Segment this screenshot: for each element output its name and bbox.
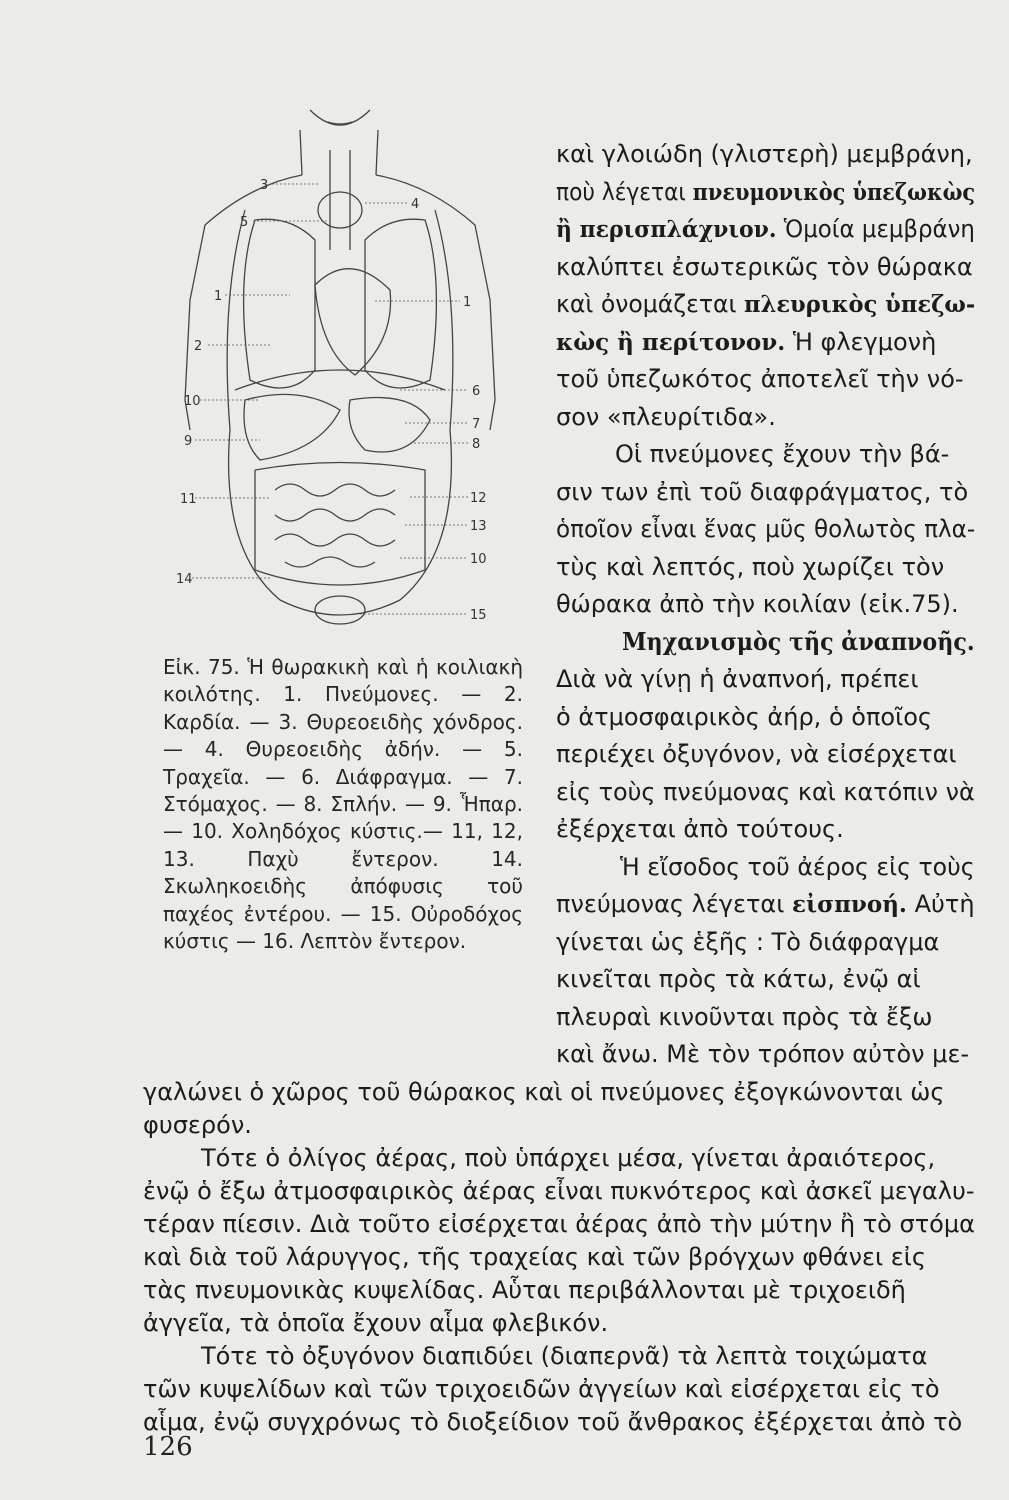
section-heading: Μηχανισμὸς τῆς ἀναπνοῆς.	[622, 627, 975, 656]
thoracic-abdominal-cavity-illustration	[150, 100, 505, 645]
text-segment: ποὺ λέγεται	[556, 178, 686, 206]
figure-label: 6	[472, 384, 481, 399]
text-line: καὶ ἄνω. Μὲ τὸν τρόπον αὐτὸν με-	[556, 1040, 970, 1068]
liver	[244, 394, 340, 460]
trachea	[330, 150, 350, 250]
text-line: Τότε τὸ ὀξυγόνον διαπιδύει (διαπερνᾶ) τὰ λεπτὰ τοιχώματα	[201, 1342, 928, 1370]
text-line	[556, 214, 975, 245]
figure-label: 4	[411, 197, 420, 212]
figure-label: 9	[184, 434, 193, 449]
figure-label: 10	[470, 552, 487, 567]
text-line: τῶν κυψελίδων καὶ τῶν τριχοειδῶν ἀγγείων καὶ εἰσέρχεται εἰς τὸ	[143, 1375, 940, 1403]
chin-outline	[310, 110, 370, 125]
bold-term: εἰσπνοή.	[792, 891, 907, 918]
small-intestine-coil-3	[275, 534, 395, 546]
text-line: τὰς πνευμονικὰς κυψελίδας. Αὗται περιβάλλονται μὲ τριχοειδῆ	[143, 1276, 906, 1304]
small-intestine-coil-4	[285, 557, 375, 567]
thyroid-gland	[318, 192, 362, 228]
text-line: φυσερόν.	[143, 1111, 252, 1139]
text-line: ὁποῖον εἶναι ἕνας μῦς θολωτὸς πλα-	[556, 515, 976, 543]
text-line	[556, 327, 936, 358]
page-number: 126	[143, 1432, 193, 1462]
figure-label: 1	[463, 295, 472, 310]
figure-label: 10	[184, 394, 201, 409]
small-intestine-coil-1	[275, 484, 395, 496]
text-line: κινεῖται πρὸς τὰ κάτω, ἐνῷ αἱ	[556, 965, 921, 993]
figure-label: 12	[470, 491, 487, 506]
figure-label: 5	[240, 215, 249, 230]
small-intestine-coil-2	[275, 509, 395, 521]
figure-label: 11	[180, 492, 197, 507]
figure-label: 13	[470, 519, 487, 534]
text-line: Οἱ πνεύμονες ἔχουν τὴν βά-	[615, 440, 950, 468]
large-intestine	[255, 463, 425, 586]
text-line: τέραν πίεσιν. Διὰ τοῦτο εἰσέρχεται ἀέρας ἀπὸ τὴν μύτην ἢ τὸ στόμα	[143, 1210, 975, 1238]
text-line: Διὰ νὰ γίνῃ ἡ ἀναπνοή, πρέπει	[556, 665, 919, 693]
text-segment: καὶ ὀνομάζεται	[556, 290, 737, 318]
figure-label: 14	[176, 572, 193, 587]
figure-label: 15	[470, 608, 487, 623]
figure-label: 8	[472, 437, 481, 452]
figure-label: 2	[194, 339, 203, 354]
text-line: σιν των ἐπὶ τοῦ διαφράγματος, τὸ	[556, 478, 969, 506]
text-line: τὺς καὶ λεπτός, ποὺ χωρίζει τὸν	[556, 553, 945, 581]
text-line: γαλώνει ὁ χῶρος τοῦ θώρακος καὶ οἱ πνεύμονες ἐξογκώνονται ὡς	[143, 1078, 945, 1106]
text-line: καὶ γλοιώδη (γλιστερὴ) μεμβράνη,	[556, 140, 973, 168]
text-segment: Αὐτὴ	[906, 890, 975, 918]
text-segment: Ἡ φλεγμονὴ	[785, 328, 937, 356]
text-segment: Ὁμοία μεμβράνη	[776, 215, 975, 243]
stomach	[349, 398, 430, 453]
body-cavity-outline	[227, 210, 453, 615]
text-line: ἐνῷ ὁ ἔξω ἀτμοσφαιρικὸς ἀέρας εἶναι πυκνότερος καὶ ἀσκεῖ μεγαλυ-	[143, 1177, 975, 1205]
heart	[315, 269, 391, 375]
text-line: Ἡ εἴσοδος τοῦ ἀέρος εἰς τοὺς	[620, 853, 975, 881]
bold-term: πνευμονικὸς ὑπεζωκὼς	[692, 179, 976, 206]
text-line	[556, 889, 975, 920]
text-line	[556, 177, 975, 208]
figure-label: 1	[214, 289, 223, 304]
bold-term: ἢ περισπλάχνιον.	[556, 216, 777, 243]
text-line: καὶ διὰ τοῦ λάρυγγος, τῆς τραχείας καὶ τῶν βρόγχων φθάνει εἰς	[143, 1243, 926, 1271]
text-line: σον «πλευρίτιδα».	[556, 403, 776, 431]
diaphragm	[235, 370, 445, 390]
bold-term: κὼς ἢ περίτονον.	[556, 329, 786, 356]
text-line: ὁ ἀτμοσφαιρικὸς ἀήρ, ὁ ὁποῖος	[556, 703, 932, 731]
text-line: καλύπτει ἐσωτερικῶς τὸν θώρακα	[556, 253, 973, 281]
left-lung	[244, 219, 315, 388]
figure-label: 3	[260, 178, 269, 193]
text-line: τοῦ ὑπεζωκότος ἀποτελεῖ τὴν νό-	[556, 365, 964, 393]
text-line: Τότε ὁ ὀλίγος ἀέρας, ποὺ ὑπάρχει μέσα, γίνεται ἀραιότερος,	[201, 1144, 936, 1172]
text-line	[556, 289, 975, 320]
text-line: περιέχει ὀξυγόνον, νὰ εἰσέρχεται	[556, 740, 957, 768]
text-line: θώρακα ἀπὸ τὴν κοιλίαν (εἰκ.75).	[556, 590, 959, 618]
caption-text: Εἰκ. 75. Ἡ θωρακικὴ καὶ ἡ κοιλιακὴ κοιλότης. 1. Πνεύμονες. — 2. Καρδία. — 3. Θυρεοειδὴς χόνδρος. — 4. Θυρεοειδὴς ἀδήν. — 5. Τραχεῖα. — 6. Διάφραγμα. — 7. Στόμαχος. — 8. Σπλήν. — 9. Ἧπαρ. — 10. Χοληδόχος κύστις.— 11, 12, 13. Παχὺ ἔντερον. 14. Σκωληκοειδὴς ἀπόφυσις τοῦ παχέος ἐντέρου. — 15. Οὐροδόχος κύστις — 16. Λεπτὸν ἔντερον.	[163, 655, 523, 954]
text-line: πλευραὶ κινοῦνται πρὸς τὰ ἔξω	[556, 1003, 933, 1031]
figure-caption	[163, 654, 523, 955]
text-line: εἰς τοὺς πνεύμονας καὶ κατόπιν νὰ	[556, 778, 975, 806]
text-segment: πνεύμονας λέγεται	[556, 890, 785, 918]
text-line: αἷμα, ἐνῷ συγχρόνως τὸ διοξείδιον τοῦ ἄνθρακος ἐξέρχεται ἀπὸ τὸ	[143, 1408, 963, 1436]
neck-outline	[300, 130, 378, 175]
urinary-bladder	[315, 596, 365, 624]
anatomy-figure	[150, 100, 505, 645]
bold-term: πλευρικὸς ὑπεζω-	[743, 291, 976, 318]
text-line: ἐξέρχεται ἀπὸ τούτους.	[556, 815, 844, 843]
figure-label: 7	[472, 417, 481, 432]
text-line: ἀγγεῖα, τὰ ὁποῖα ἔχουν αἷμα φλεβικόν.	[143, 1309, 609, 1337]
right-lung	[365, 219, 436, 388]
text-line: γίνεται ὡς ἑξῆς : Τὸ διάφραγμα	[556, 928, 940, 956]
